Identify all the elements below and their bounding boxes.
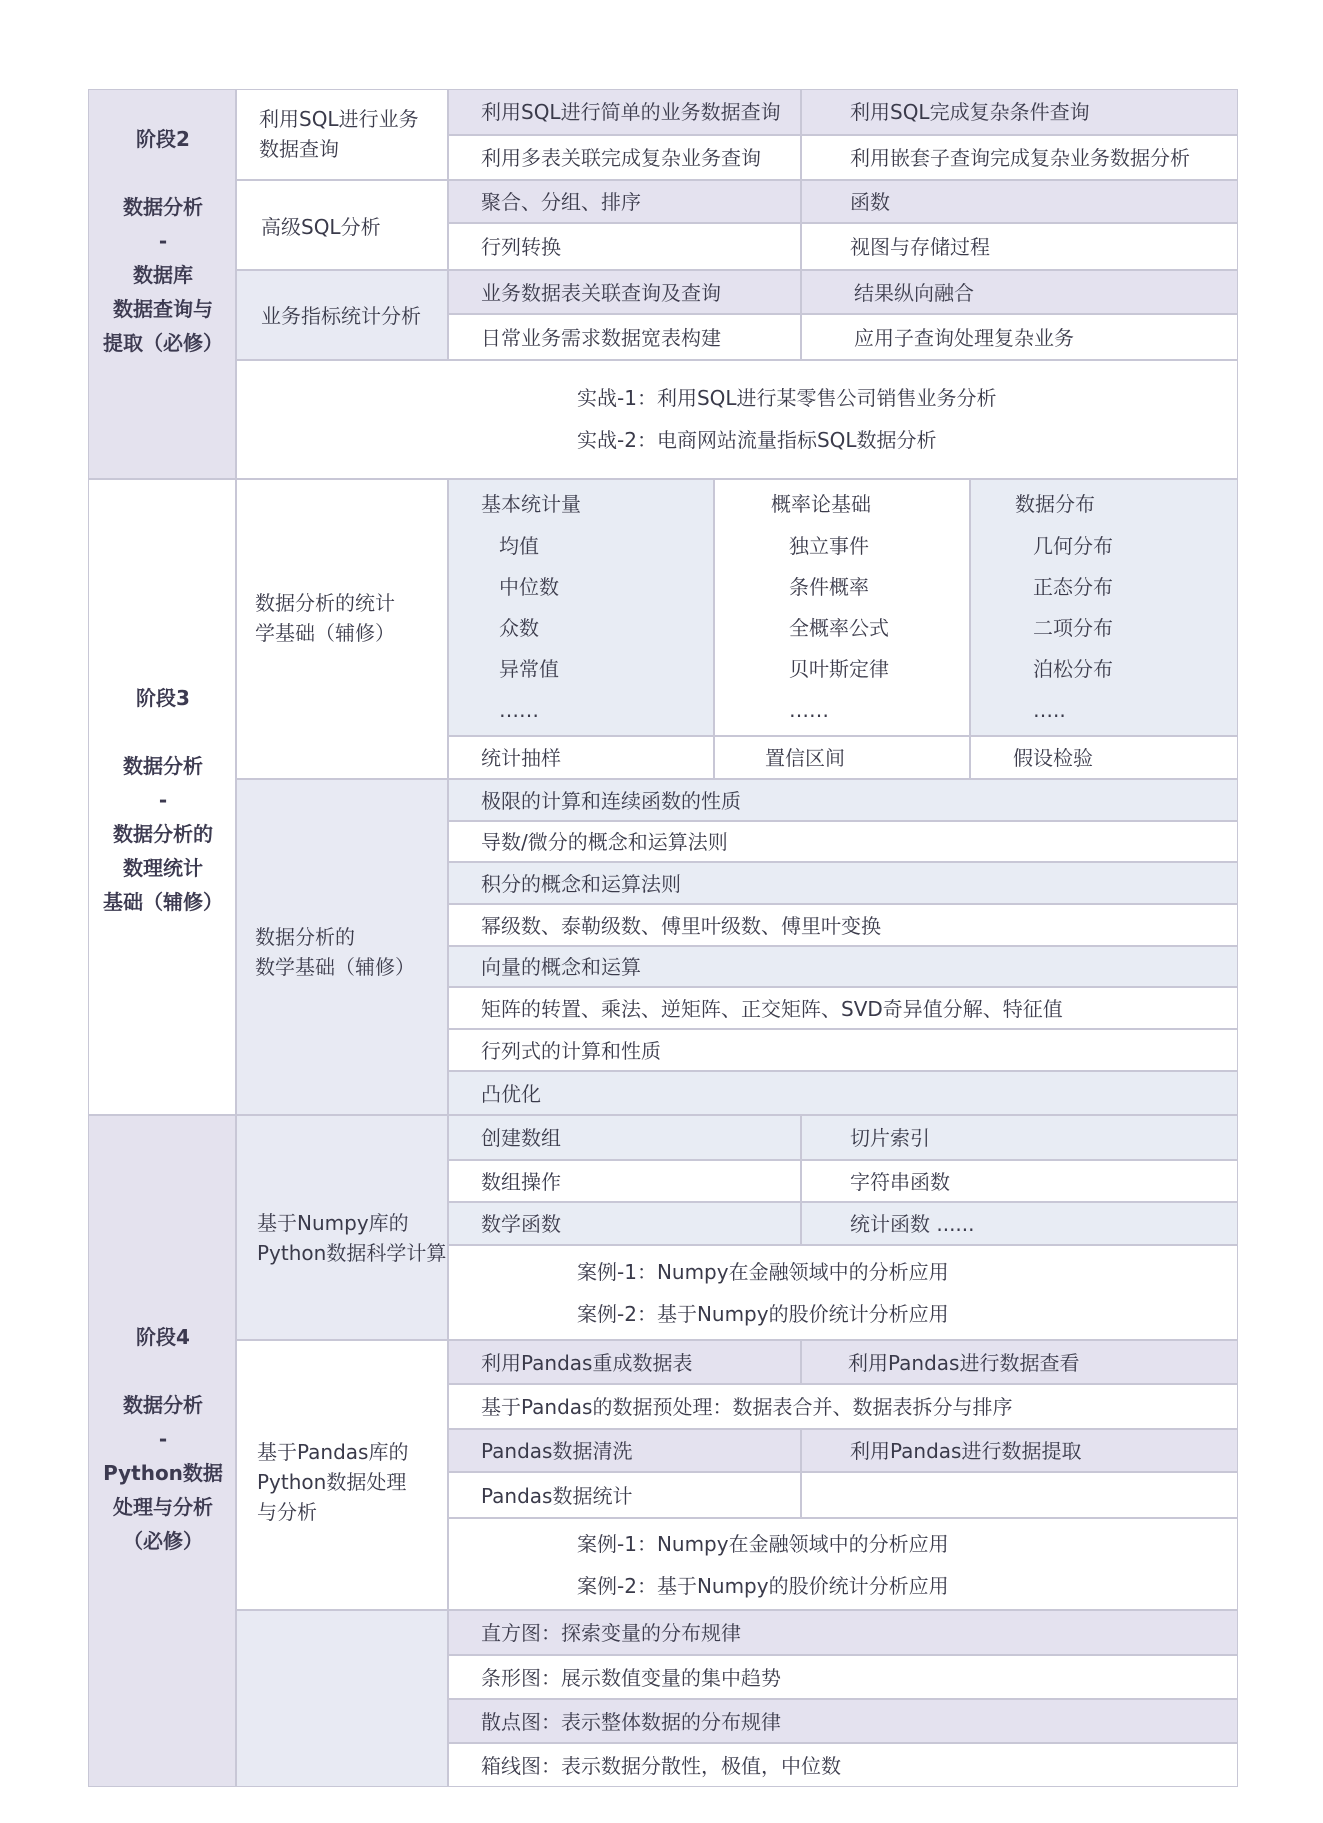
topic-row (448, 314, 801, 360)
topic-text: 利用多表关联完成复杂业务查询 (481, 146, 761, 170)
topic-row (448, 946, 1238, 987)
stage3-title: 阶段3 数据分析 - 数据分析的 数理统计 基础（辅修） (103, 686, 223, 914)
column-title: 基本统计量 (481, 492, 581, 516)
topic-text: 利用SQL完成复杂条件查询 (850, 100, 1090, 124)
module-pandas (236, 1340, 448, 1610)
column-item: …… (789, 698, 829, 722)
case-block (448, 1245, 1238, 1340)
topic-row (448, 1699, 1238, 1743)
column-item: ….. (1033, 698, 1066, 722)
topic-row (448, 1743, 1238, 1787)
topic-text: 利用Pandas重成数据表 (481, 1351, 693, 1375)
topic-text: 幂级数、泰勒级数、傅里叶级数、傅里叶变换 (481, 914, 881, 938)
topic-text: 业务数据表关联查询及查询 (481, 281, 721, 305)
stats-column-distribution (970, 479, 1238, 736)
column-item: 中位数 (499, 575, 559, 599)
topic-row (801, 270, 1238, 314)
topic-text: 箱线图：表示数据分散性，极值，中位数 (481, 1754, 841, 1778)
topic-row (448, 736, 714, 779)
topic-row (448, 1429, 801, 1472)
module-business-stats (236, 270, 448, 360)
topic-row (801, 1202, 1238, 1245)
topic-row (448, 862, 1238, 904)
column-title: 概率论基础 (771, 492, 871, 516)
topic-text: 视图与存储过程 (850, 235, 990, 259)
case-list: 案例-1：Numpy在金融领域中的分析应用 案例-2：基于Numpy的股价统计分析应用 (577, 1260, 949, 1326)
module-business-stats-label: 业务指标统计分析 (261, 304, 421, 328)
topic-row (448, 1071, 1238, 1115)
topic-row (801, 1115, 1238, 1160)
topic-text: 创建数组 (481, 1126, 561, 1150)
module-sql-query-label: 利用SQL进行业务 数据查询 (259, 107, 419, 161)
topic-text: 极限的计算和连续函数的性质 (481, 789, 741, 813)
stage2-title: 阶段2 数据分析 - 数据库 数据查询与 提取（必修） (103, 127, 223, 355)
topic-text: 数组操作 (481, 1170, 561, 1194)
column-item: 异常值 (499, 657, 559, 681)
topic-row (801, 1160, 1238, 1202)
case-list: 案例-1：Numpy在金融领域中的分析应用 案例-2：基于Numpy的股价统计分析应用 (577, 1532, 949, 1598)
column-item: 二项分布 (1033, 616, 1113, 640)
stage3-cell (88, 479, 236, 1115)
topic-row (448, 180, 801, 223)
column-item: 均值 (499, 534, 539, 558)
module-visualization (236, 1610, 448, 1787)
topic-text: 利用SQL进行简单的业务数据查询 (481, 100, 781, 124)
topic-row (801, 314, 1238, 360)
topic-text: 日常业务需求数据宽表构建 (481, 326, 721, 350)
topic-row (448, 1160, 801, 1202)
topic-row (801, 223, 1238, 270)
topic-text: 条形图：展示数值变量的集中趋势 (481, 1666, 781, 1690)
topic-row (448, 135, 801, 180)
column-item: 独立事件 (789, 534, 869, 558)
module-statistics (236, 479, 448, 779)
case-block (448, 1518, 1238, 1610)
column-item: …… (499, 698, 539, 722)
topic-text: 结果纵向融合 (854, 281, 974, 305)
topic-text: 函数 (850, 190, 890, 214)
topic-row (448, 1655, 1238, 1699)
column-item: 泊松分布 (1033, 657, 1113, 681)
column-item: 众数 (499, 616, 539, 640)
topic-row (448, 1384, 1238, 1429)
topic-row (448, 1610, 1238, 1655)
module-advanced-sql-label: 高级SQL分析 (261, 215, 381, 239)
stats-column-probability (714, 479, 970, 736)
topic-text: 积分的概念和运算法则 (481, 872, 681, 896)
topic-row (448, 904, 1238, 946)
topic-text: Pandas数据统计 (481, 1484, 633, 1508)
stage4-title: 阶段4 数据分析 - Python数据 处理与分析 （必修） (103, 1325, 223, 1553)
topic-row (448, 821, 1238, 862)
column-item: 贝叶斯定律 (789, 657, 889, 681)
topic-row (448, 1202, 801, 1245)
column-title: 数据分布 (1015, 492, 1095, 516)
topic-row (448, 1340, 801, 1384)
stage2-cell (88, 89, 236, 479)
topic-text: 置信区间 (765, 746, 845, 770)
topic-text: 应用子查询处理复杂业务 (854, 326, 1074, 350)
topic-row (448, 89, 801, 135)
topic-row (448, 223, 801, 270)
practice-block (236, 360, 1238, 479)
topic-text: 导数/微分的概念和运算法则 (481, 830, 728, 854)
stats-column-basic (448, 479, 714, 736)
topic-row (448, 779, 1238, 821)
module-math-label: 数据分析的 数学基础（辅修） (255, 925, 415, 979)
topic-text: 基于Pandas的数据预处理：数据表合并、数据表拆分与排序 (481, 1395, 1013, 1419)
topic-text: Pandas数据清洗 (481, 1439, 633, 1463)
topic-text: 数学函数 (481, 1212, 561, 1236)
topic-row (448, 1472, 801, 1518)
column-item: 条件概率 (789, 575, 869, 599)
topic-text: 散点图：表示整体数据的分布规律 (481, 1710, 781, 1734)
empty-cell (801, 1472, 1238, 1518)
module-statistics-label: 数据分析的统计 学基础（辅修） (255, 591, 395, 645)
topic-row (448, 1029, 1238, 1071)
topic-text: 行列转换 (481, 235, 561, 259)
module-math (236, 779, 448, 1115)
topic-text: 聚合、分组、排序 (481, 190, 641, 214)
topic-text: 统计抽样 (481, 746, 561, 770)
topic-text: 凸优化 (481, 1082, 541, 1106)
module-numpy-label: 基于Numpy库的 Python数据科学计算 (257, 1211, 447, 1265)
topic-row (970, 736, 1238, 779)
column-item: 全概率公式 (789, 616, 889, 640)
topic-row (801, 180, 1238, 223)
practice-list: 实战-1：利用SQL进行某零售公司销售业务分析 实战-2：电商网站流量指标SQL数据分析 (577, 386, 997, 452)
topic-row (801, 1429, 1238, 1472)
topic-text: 利用Pandas进行数据提取 (850, 1439, 1082, 1463)
topic-text: 利用Pandas进行数据查看 (848, 1351, 1080, 1375)
topic-row (714, 736, 970, 779)
topic-row (801, 1340, 1238, 1384)
stage4-cell (88, 1115, 236, 1787)
module-advanced-sql (236, 180, 448, 270)
topic-text: 向量的概念和运算 (481, 955, 641, 979)
topic-text: 利用嵌套子查询完成复杂业务数据分析 (850, 146, 1190, 170)
module-numpy (236, 1115, 448, 1340)
topic-row (801, 89, 1238, 135)
column-item: 几何分布 (1033, 534, 1113, 558)
topic-text: 矩阵的转置、乘法、逆矩阵、正交矩阵、SVD奇异值分解、特征值 (481, 997, 1063, 1021)
topic-row (448, 987, 1238, 1029)
module-pandas-label: 基于Pandas库的 Python数据处理 与分析 (257, 1440, 409, 1524)
topic-text: 直方图：探索变量的分布规律 (481, 1621, 741, 1645)
column-item: 正态分布 (1033, 575, 1113, 599)
topic-text: 字符串函数 (850, 1170, 950, 1194)
module-sql-query (236, 89, 448, 180)
topic-row (448, 270, 801, 314)
topic-text: 行列式的计算和性质 (481, 1039, 661, 1063)
topic-row (448, 1115, 801, 1160)
topic-text: 切片索引 (850, 1126, 930, 1150)
topic-text: 假设检验 (1013, 746, 1093, 770)
topic-row (801, 135, 1238, 180)
topic-text: 统计函数 ...... (850, 1212, 975, 1236)
